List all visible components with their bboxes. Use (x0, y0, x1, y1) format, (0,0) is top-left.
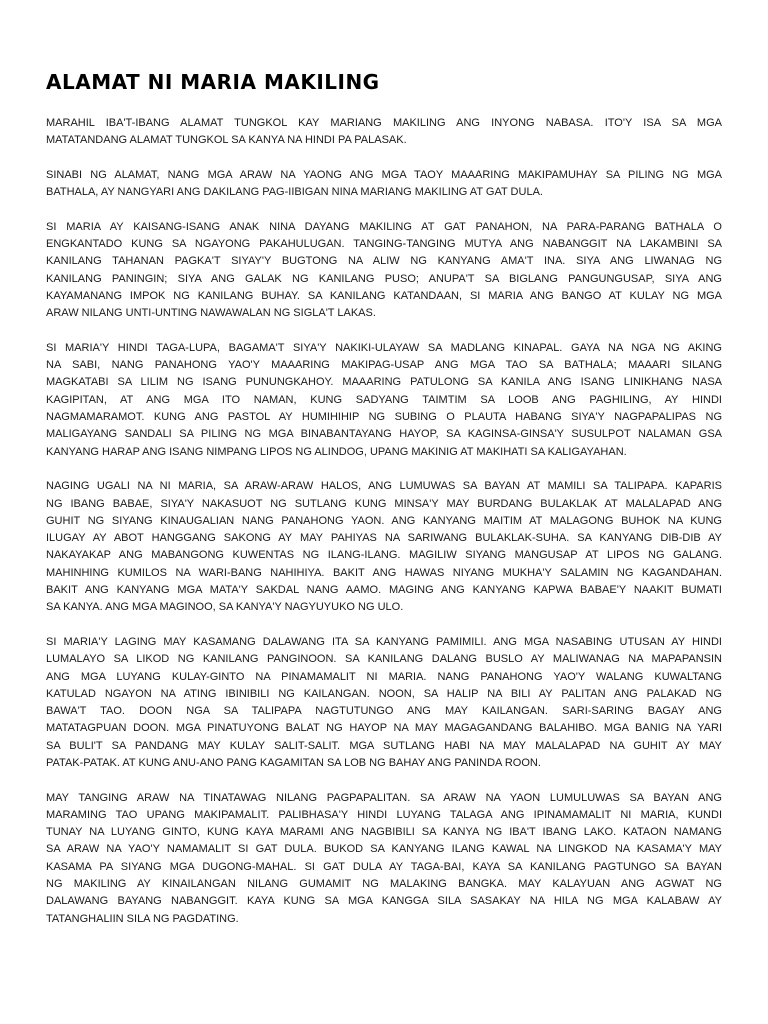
text-line: SI MARIA'Y HINDI TAGA-LUPA, BAGAMA'T SIYA'Y NAKIKI-ULAYAW SA MADLANG KINAPAL. GAYA NA NGA NG AKING (46, 341, 722, 354)
paragraph (46, 115, 722, 150)
text-line: NAKAYAKAP ANG MABANGONG KUWENTAS NG ILANG-ILANG. MAGILIW SIYANG MANGUSAP AT LIPOS NG GALANG. (46, 549, 722, 562)
text-line: MAHINHING KUMILOS NA WARI-BANG NAHIHIYA. BAKIT ANG HAWAS NIYANG MUKHA'Y SALAMIN NG KAGANDAHAN. (46, 566, 722, 579)
text-line: KANILANG TAHANAN PAGKA'T SIYAY'Y BUGTONG NA ALIW NG KANYANG AMA'T INA. SIYA ANG LIWANAG NG (46, 255, 722, 268)
text-line: SA KANYA. ANG MGA MAGINOO, SA KANYA'Y NAGYUYUKO NG ULO. (46, 601, 404, 614)
text-line: MAY TANGING ARAW NA TINATAWAG NILANG PAGPAPALITAN. SA ARAW NA YAON LUMULUWAS SA BAYAN ANG (46, 791, 722, 804)
text-line: BAWA'T TAO. DOON NGA SA TALIPAPA NAGTUTUNGO ANG MAY KAILANGAN. SARI-SARING BAGAY ANG (46, 705, 722, 718)
paragraph (46, 790, 722, 928)
text-line: LUMALAYO SA LIKOD NG KANILANG PANGINOON. SA KANILANG DALANG BUSLO AY MALIWANAG NA MAPAPANSIN (46, 653, 722, 666)
text-line: MAGKATABI SA LILIM NG ISANG PUNUNGKAHOY. MAAARING PATULONG SA KANILA ANG ISANG LINIKHANG NASA (46, 376, 722, 389)
text-line: KANILANG PANINGIN; SIYA ANG GALAK NG KANILANG PUSO; ANUPA'T SA BIGLANG PANGUNGUSAP, SIYA ANG (46, 272, 722, 285)
paragraph (46, 478, 722, 616)
text-line: MALIGAYANG SANDALI SA PILING NG MGA BINABANTAYANG HAYOP, SA KAGINSA-GINSA'Y SUSULPOT NALAMAN GSA (46, 428, 722, 441)
text-line: ENGKANTADO KUNG SA NGAYONG PAKAHULUGAN. TANGING-TANGING MUTYA ANG NABANGGIT NA LAKAMBINI SA (46, 238, 722, 251)
text-line: SI MARIA'Y LAGING MAY KASAMANG DALAWANG ITA SA KANYANG PAMIMILI. ANG MGA NASABING UTUSAN AY HINDI (46, 635, 722, 648)
paragraph (46, 634, 722, 772)
paragraph (46, 219, 722, 323)
text-line: MARAMING TAO UPANG MAKIPAMALIT. PALIBHASA'Y HINDI LUYANG TALAGA ANG IPINAMAMALIT NI MARIA, KUNDI (46, 808, 722, 821)
text-line: SA BULI'T SA PANDANG MAY KULAY SALIT-SALIT. MGA SUTLANG HABI NA MAY MALALAPAD NA GUHIT AY MAY (46, 739, 722, 752)
text-line: KAYAMANANG IMPOK NG KANILANG BUHAY. SA KANILANG KATANDAAN, SI MARIA ANG BANGO AT KULAY NG MGA (46, 289, 722, 302)
text-line: TATANGHALIIN SILA NG PAGDATING. (46, 912, 239, 925)
text-line: ANG MGA LUYANG KULAY-GINTO NA PINAMAMALIT NI MARIA. NANG PANAHONG YAO'Y WALANG KUWALTANG (46, 670, 722, 683)
paragraph (46, 167, 722, 202)
text-line: SA ARAW NA YAO'Y NAMAMALIT SI GAT DULA. BUKOD SA KANYANG ILANG KAWAL NA LINGKOD NA KASAMA'Y MAY (46, 843, 722, 856)
text-line: KASAMA PA SIYANG MGA DUGONG-MAHAL. SI GAT DULA AY TAGA-BAI, KAYA SA KANILANG PAGTUNGO SA BAYAN (46, 860, 722, 873)
text-line: MATATAGPUAN DOON. MGA PINATUYONG BALAT NG HAYOP NA MAY MAGAGANDANG BALAHIBO. MGA BANIG NA YARI (46, 722, 722, 735)
text-line: KAGIPITAN, AT ANG MGA ITO NAMAN, KUNG SADYANG TAIMTIM SA LOOB ANG PAGHILING, AY HINDI (46, 393, 722, 406)
text-line: NAGING UGALI NA NI MARIA, SA ARAW-ARAW HALOS, ANG LUMUWAS SA BAYAN AT MAMILI SA TALIPAPA. KAPARIS (46, 480, 722, 493)
text-line: NAGMAMARAMOT. KUNG ANG PASTOL AY HUMIHIHIP NG SUBING O PLAUTA HABANG SIYA'Y NAGPAPALIPAS NG (46, 411, 722, 424)
text-line: BAKIT ANG KANYANG MGA MATA'Y SAKDAL NANG AAMO. MAGING ANG KANYANG KAPWA BABAE'Y NAAKIT BUMATI (46, 584, 722, 597)
text-line: NG IBANG BABAE, SIYA'Y NAKASUOT NG SUTLANG KUNG MINSA'Y MAY BURDANG BULAKLAK AT MALALAPAD ANG (46, 497, 722, 510)
text-line: KATULAD NGAYON NA ATING IBINIBILI NG KAILANGAN. NOON, SA HALIP NA BILI AY PALITAN ANG PALAKAD NG (46, 687, 722, 700)
paragraph (46, 340, 722, 461)
text-line: PATAK-PATAK. AT KUNG ANU-ANO PANG KAGAMITAN SA LOB NG BAHAY ANG PANINDA ROON. (46, 756, 541, 769)
text-line: DALAWANG BAYANG NABANGGIT. KAYA KUNG SA MGA KANGGA SILA SASAKAY NA HILA NG MGA KALABAW AY (46, 895, 722, 908)
text-line: NG MAKILING AY KINAILANGAN NILANG GUMAMIT NG MALAKING BANGKA. MAY KALAYUAN ANG AGWAT NG (46, 878, 722, 891)
text-line: GUHIT NG SIYANG KINAUGALIAN NANG PANAHONG YAON. ANG KANYANG MAITIM AT MALAGONG BUHOK NA KUNG (46, 514, 722, 527)
text-line: ILUGAY AY ABOT HANGGANG SAKONG AY MAY PAHIYAS NA SARIWANG BULAKLAK-SUHA. SA KANYANG DIB-DIB AY (46, 532, 722, 545)
text-line: TUNAY NA LUYANG GINTO, KUNG KAYA MARAMI ANG NAGBIBILI SA KANYA NG IBA'T IBANG LAKO. KATAON NAMANG (46, 826, 722, 839)
text-line: MATATANDANG ALAMAT TUNGKOL SA KANYA NA HINDI PA PALASAK. (46, 134, 407, 147)
document-body (46, 115, 722, 928)
document-title: ALAMAT NI MARIA MAKILING (46, 70, 380, 94)
text-line: NA SABI, NANG PANAHONG YAO'Y MAAARING MAKIPAG-USAP ANG MGA TAO SA BATHALA; MAAARI SILANG (46, 359, 722, 372)
text-line: SI MARIA AY KAISANG-ISANG ANAK NINA DAYANG MAKILING AT GAT PANAHON, NA PARA-PARANG BATHALA O (46, 220, 722, 233)
text-line: KANYANG HARAP ANG ISANG NIMPANG LIPOS NG ALINDOG, UPANG MAKINIG AT MAKIHATI SA KALIGAYAHAN. (46, 445, 627, 458)
text-line: MARAHIL IBA'T-IBANG ALAMAT TUNGKOL KAY MARIANG MAKILING ANG INYONG NABASA. ITO'Y ISA SA MGA (46, 117, 722, 129)
text-line: ARAW NILANG UNTI-UNTING NAWAWALAN NG SIGLA'T LAKAS. (46, 307, 376, 320)
document-page (46, 68, 722, 945)
text-line: SINABI NG ALAMAT, NANG MGA ARAW NA YAONG ANG MGA TAOY MAAARING MAKIPAMUHAY SA PILING NG MGA (46, 168, 722, 181)
text-line: BATHALA, AY NANGYARI ANG DAKILANG PAG-IIBIGAN NINA MARIANG MAKILING AT GAT DULA. (46, 186, 543, 199)
